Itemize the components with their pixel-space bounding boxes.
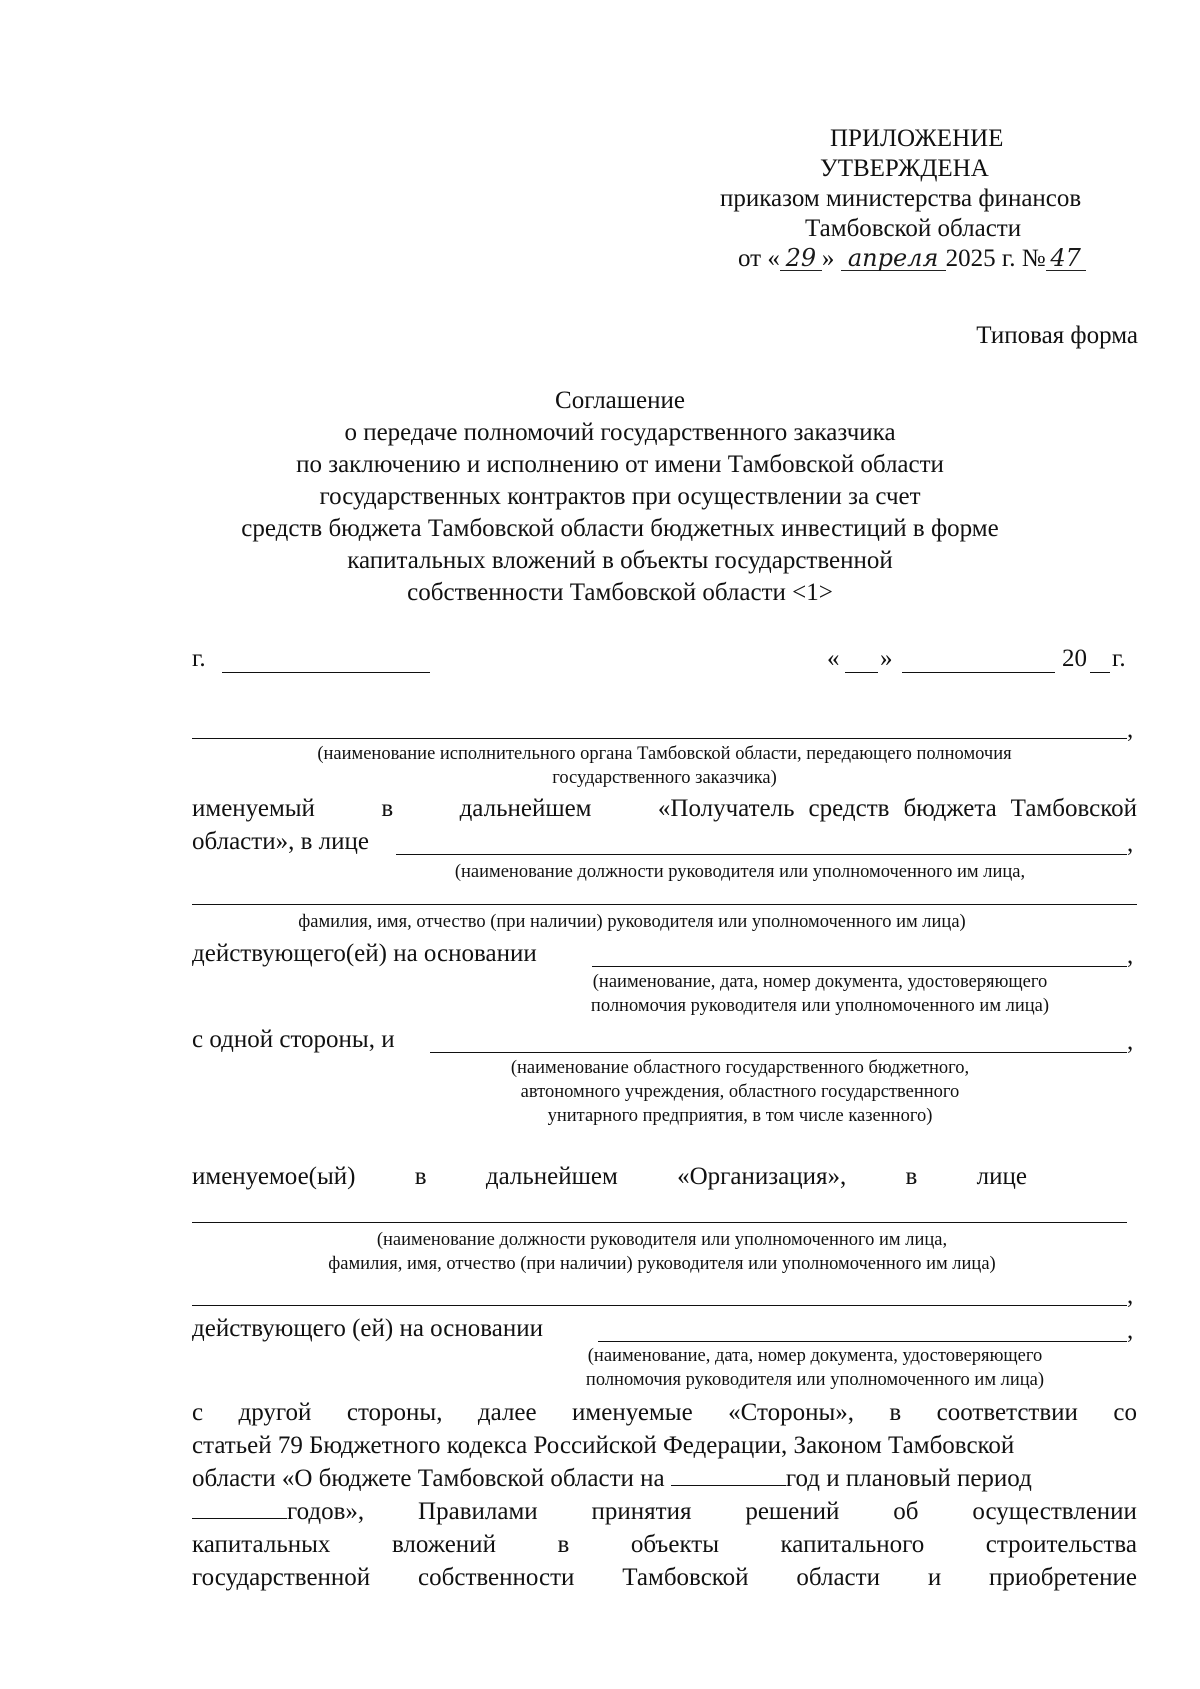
region-label: Тамбовской области (805, 215, 1022, 242)
caption-institution: (наименование областного государственного бюджетного, автономного учреждения, областного государственного унитарного предприятия, в том числе казенного) (510, 1058, 970, 1126)
city-blank[interactable] (222, 672, 430, 673)
form-type-label: Типовая форма (976, 322, 1138, 349)
title-line: капитальных вложений в объекты государственной (347, 547, 893, 574)
in-person-label: области», в лице (192, 828, 369, 855)
basis-document-blank-2[interactable] (598, 1341, 1127, 1342)
position-blank[interactable] (396, 854, 1127, 855)
named-organization-row: именуемое(ый) в дальнейшем «Организация», в лице (192, 1163, 1027, 1190)
caption-document-1: (наименование, дата, номер документа, удостоверяющего полномочия руководителя или уполномоченного им лица) (590, 972, 1050, 1016)
institution-blank[interactable] (430, 1052, 1127, 1053)
caption-organ: (наименование исполнительного органа Тамбовской области, передающего полномочия государственного заказчика) (317, 744, 1012, 788)
org-fio-blank[interactable] (192, 1305, 1127, 1306)
approval-block (720, 124, 1150, 274)
year-blank[interactable] (1090, 672, 1110, 673)
title-line: по заключению и исполнению от имени Тамбовской области (296, 451, 944, 478)
fio-blank[interactable] (192, 904, 1137, 905)
place-date-line: г. « » 20 г. (192, 645, 1126, 672)
org-position-blank[interactable] (192, 1222, 1127, 1223)
paragraph-row-6: государственной собственности Тамбовской области и приобретение (192, 1564, 1137, 1591)
caption-position: (наименование должности руководителя или уполномоченного им лица, (454, 862, 1026, 882)
handwritten-month: апреля (841, 246, 946, 271)
title-line: средств бюджета Тамбовской области бюджетных инвестиций в форме (241, 515, 999, 542)
annex-label: ПРИЛОЖЕНИЕ (830, 125, 1004, 152)
handwritten-day: 29 (780, 246, 822, 271)
basis-document-blank-1[interactable] (592, 966, 1127, 967)
main-paragraph (192, 1396, 1137, 1594)
caption-fio: фамилия, имя, отчество (при наличии) руководителя или уполномоченного им лица) (298, 912, 966, 932)
paragraph-row-5: капитальных вложений в объекты капитального строительства (192, 1531, 1137, 1558)
paragraph-row-3: области «О бюджете Тамбовской области на год и плановый период (192, 1465, 1032, 1492)
paragraph-row-2: статьей 79 Бюджетного кодекса Российской Федерации, Законом Тамбовской (192, 1432, 1015, 1459)
budget-year-blank[interactable] (671, 1463, 786, 1486)
order-label: приказом министерства финансов (720, 185, 1082, 212)
title-line: о передаче полномочий государственного заказчика (344, 419, 896, 446)
month-blank[interactable] (902, 672, 1055, 673)
city-prefix: г. (192, 645, 206, 672)
acting-basis-label-2: действующего (ей) на основании (192, 1315, 543, 1342)
one-side-label: с одной стороны, и (192, 1026, 395, 1053)
order-year: 2025 г. № (945, 245, 1046, 272)
named-recipient-row: именуемый в дальнейшем «Получатель средств бюджета Тамбовской (192, 795, 1137, 822)
title-line: государственных контрактов при осуществлении за счет (319, 483, 921, 510)
paragraph-row-4: годов», Правилами принятия решений об осуществлении (192, 1495, 1137, 1528)
approved-label: УТВЕРЖДЕНА (820, 155, 989, 182)
planning-period-blank[interactable] (192, 1496, 287, 1519)
title-line: собственности Тамбовской области <1> (407, 579, 833, 606)
document-title (190, 385, 1050, 609)
acting-basis-label-1: действующего(ей) на основании (192, 940, 537, 967)
handwritten-order-number: 47 (1046, 246, 1086, 271)
caption-org-position: (наименование должности руководителя или уполномоченного им лица, фамилия, имя, отчество (при наличии) руководителя или уполномоченного им лица) (328, 1230, 996, 1274)
caption-document-2: (наименование, дата, номер документа, удостоверяющего полномочия руководителя или уполномоченного им лица) (585, 1346, 1045, 1390)
day-blank[interactable] (845, 672, 878, 673)
document-page: ПРИЛОЖЕНИЕ УТВЕРЖДЕНА приказом министерства финансов Тамбовской области от « 29 » апреля 2025 г. № 47 Типовая форма Соглашение о передаче полномочий государственного заказчика по заключению и исполнению от имени Тамбовской области государственных контрактов при осуществлении за счет средств бюджета Тамбовской области бюджетных инвестиций в форме капитальных вложений в объекты государственной собственности Тамбовской области <1> г. « » 20 г. , (наименование исполнительного органа Тамбовской области, передающего полномочия государственного заказчика) именуемый в дальнейшем «Получатель средств бюджета Тамбовской области», в лице , (наименование должности руководителя или уполномоченного им лица, фамилия, имя, отчество (при наличии) руководителя или уполномоченного им лица) действующего(ей) на основании , (наименование, дата, номер документа, удостоверяющего полномочия руководителя или уполномоченного им лица) с одной стороны, и , (наименование областного государственного бюджетного, автономного учреждения, областного государственного унитарного предприятия, в том числе казенного) именуемое(ый) в дальнейшем «Организация», в лице (наименование должности руководителя или уполномоченного им лица, фамилия, имя, отчество (при наличии) руководителя или уполномоченного им лица) , действующего (ей) на основании , (наименование, дата, номер документа, удостоверяющего полномочия руководителя или уполномоченного им лица) с другой стороны, далее именуемые «Стороны», в соответствии со статьей 79 Бюджетного кодекса Российской Федерации, Законом Тамбовской области «О бюджете Тамбовской области на год и плановый период годов», Правилами принятия решений об осуществлении капитальных вложений в объекты капитального строительства государственной собственности Тамбовской области и приобретение (0, 0, 1200, 1689)
title-line: Соглашение (555, 387, 685, 414)
organ-name-blank[interactable] (192, 738, 1127, 739)
order-date-line: от « 29 » апреля 2025 г. № 47 (720, 244, 1150, 274)
paragraph-row-1: с другой стороны, далее именуемые «Стороны», в соответствии со (192, 1399, 1137, 1426)
